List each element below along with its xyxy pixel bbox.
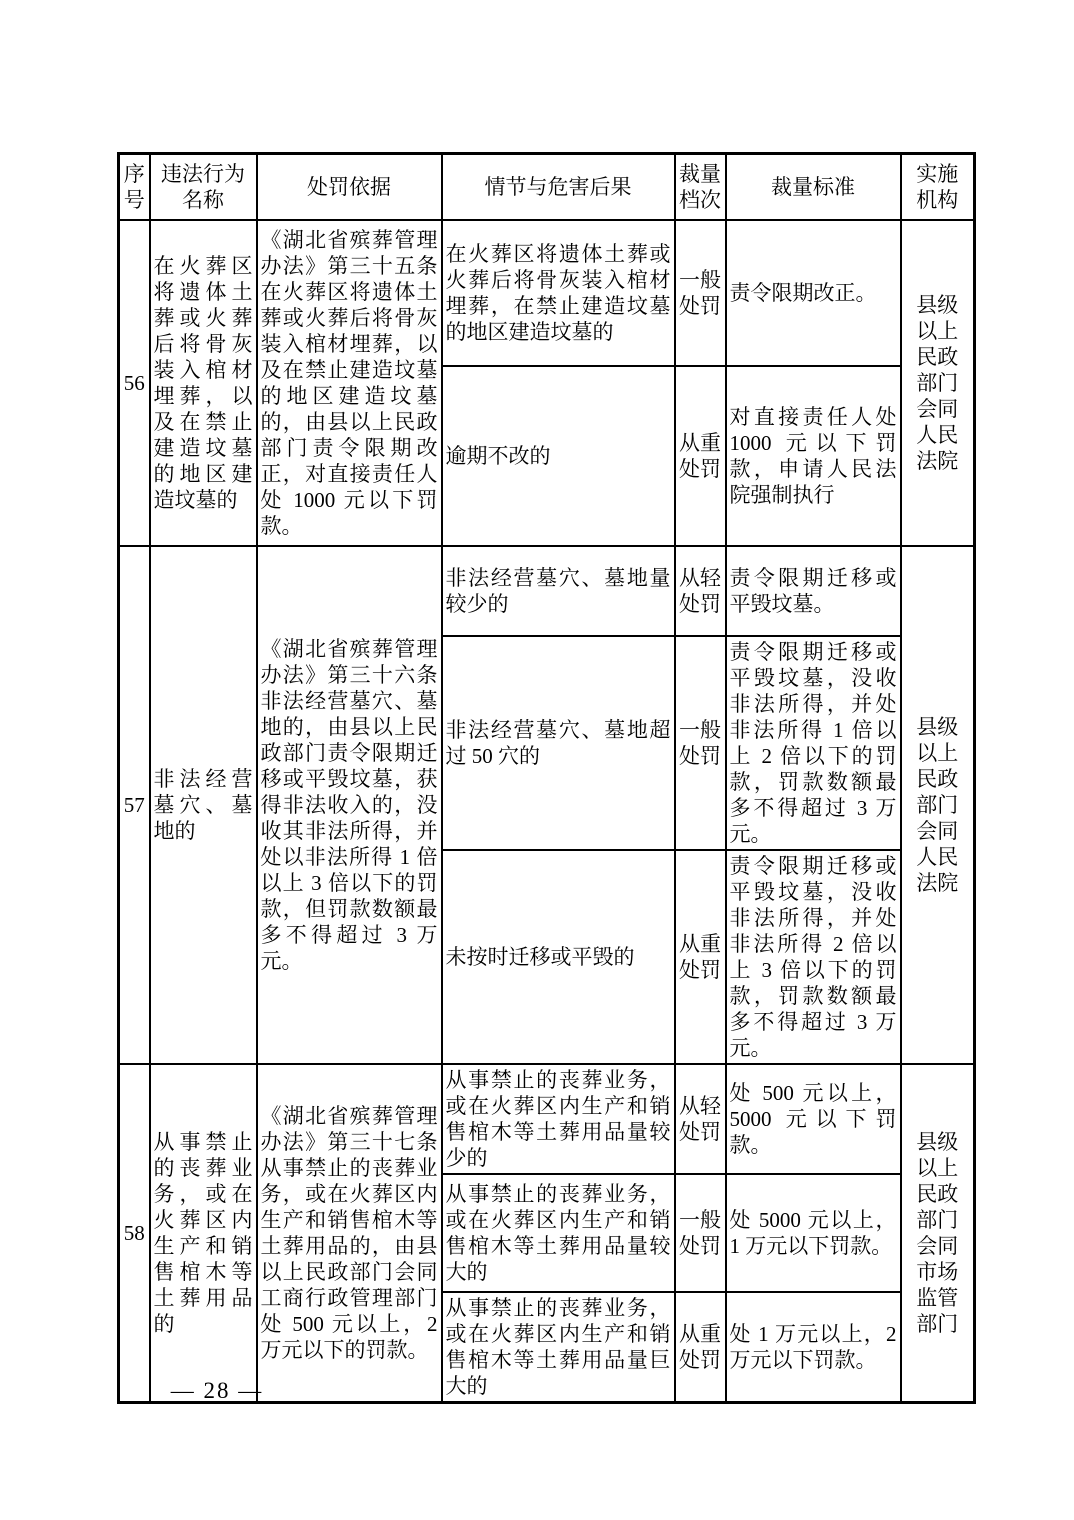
header-row <box>119 154 975 220</box>
discretion-standard: 责令限期迁移或平毁坟墓，没收非法所得，并处非法所得 2 倍以上 3 倍以下的罚款，罚款数额最多不得超过 3 万元。 <box>726 850 901 1064</box>
header-discretion-standard: 裁量标准 <box>726 154 901 220</box>
implementing-agency: 县级以上民政部门会同市场监管部门 <box>901 1064 975 1403</box>
circumstance: 非法经营墓穴、墓地量较少的 <box>442 546 675 636</box>
table-row <box>119 1064 975 1174</box>
header-discretion-level: 裁量档次 <box>675 154 726 220</box>
discretion-level: 一般处罚 <box>675 636 726 850</box>
circumstance: 从事禁止的丧葬业务，或在火葬区内生产和销售棺木等土葬用品量较少的 <box>442 1064 675 1174</box>
row-number: 58 <box>119 1064 150 1403</box>
discretion-standard: 责令限期迁移或平毁坟墓，没收非法所得，并处非法所得 1 倍以上 2 倍以下的罚款，罚款数额最多不得超过 3 万元。 <box>726 636 901 850</box>
penalty-basis: 《湖北省殡葬管理办法》第三十六条 非法经营墓穴、墓地的，由县以上民政部门责令限期迁移或平毁坟墓，获得非法收入的，没收其非法所得，并处以非法所得 1 倍以上 3 倍以下的罚款，但罚款数额最多不得超过 3 万元。 <box>257 546 442 1064</box>
circumstance: 从事禁止的丧葬业务，或在火葬区内生产和销售棺木等土葬用品量较大的 <box>442 1174 675 1292</box>
header-violation-name: 违法行为名称 <box>150 154 257 220</box>
table-row <box>119 220 975 366</box>
discretion-level: 从重处罚 <box>675 850 726 1064</box>
discretion-standard: 对直接责任人处 1000 元以下罚款，申请人民法院强制执行 <box>726 366 901 546</box>
implementing-agency: 县级以上民政部门会同人民法院 <box>901 220 975 546</box>
page-number: — 28 — <box>170 1378 264 1403</box>
header-implementing-agency: 实施机构 <box>901 154 975 220</box>
row-number: 56 <box>119 220 150 546</box>
discretion-level: 从重处罚 <box>675 366 726 546</box>
circumstance: 逾期不改的 <box>442 366 675 546</box>
violation-name: 在火葬区将遗体土葬或火葬后将骨灰装入棺材埋葬，以及在禁止建造坟墓的地区建造坟墓的 <box>150 220 257 546</box>
header-circumstance: 情节与危害后果 <box>442 154 675 220</box>
violation-name: 非法经营墓穴、墓地的 <box>150 546 257 1064</box>
table-row <box>119 546 975 636</box>
discretion-level: 从重处罚 <box>675 1292 726 1403</box>
discretion-level: 一般处罚 <box>675 1174 726 1292</box>
discretion-standard: 责令限期改正。 <box>726 220 901 366</box>
discretion-standard: 责令限期迁移或平毁坟墓。 <box>726 546 901 636</box>
discretion-standard: 处 500 元以上，5000 元以下罚款。 <box>726 1064 901 1174</box>
penalty-basis: 《湖北省殡葬管理办法》第三十五条 在火葬区将遗体土葬或火葬后将骨灰装入棺材埋葬，以及在禁止建造坟墓的地区建造坟墓的，由县以上民政部门责令限期改正，对直接责任人处 1000 元以下罚款。 <box>257 220 442 546</box>
violation-name: 从事禁止的丧葬业务，或在火葬区内生产和销售棺木等土葬用品的 <box>150 1064 257 1403</box>
discretion-standard: 处 1 万元以上，2 万元以下罚款。 <box>726 1292 901 1403</box>
circumstance: 从事禁止的丧葬业务，或在火葬区内生产和销售棺木等土葬用品量巨大的 <box>442 1292 675 1403</box>
discretion-level: 从轻处罚 <box>675 546 726 636</box>
implementing-agency: 县级以上民政部门会同人民法院 <box>901 546 975 1064</box>
penalty-basis: 《湖北省殡葬管理办法》第三十七条 从事禁止的丧葬业务，或在火葬区内生产和销售棺木等土葬用品的，由县以上民政部门会同工商行政管理部门处 500 元以上，2 万元以下的罚款。 <box>257 1064 442 1403</box>
penalty-discretion-table <box>117 152 976 1404</box>
header-seq-number: 序号 <box>119 154 150 220</box>
discretion-level: 一般处罚 <box>675 220 726 366</box>
circumstance: 未按时迁移或平毁的 <box>442 850 675 1064</box>
circumstance: 非法经营墓穴、墓地超过 50 穴的 <box>442 636 675 850</box>
discretion-level: 从轻处罚 <box>675 1064 726 1174</box>
row-number: 57 <box>119 546 150 1064</box>
header-penalty-basis: 处罚依据 <box>257 154 442 220</box>
circumstance: 在火葬区将遗体土葬或火葬后将骨灰装入棺材埋葬，在禁止建造坟墓的地区建造坟墓的 <box>442 220 675 366</box>
discretion-standard: 处 5000 元以上，1 万元以下罚款。 <box>726 1174 901 1292</box>
